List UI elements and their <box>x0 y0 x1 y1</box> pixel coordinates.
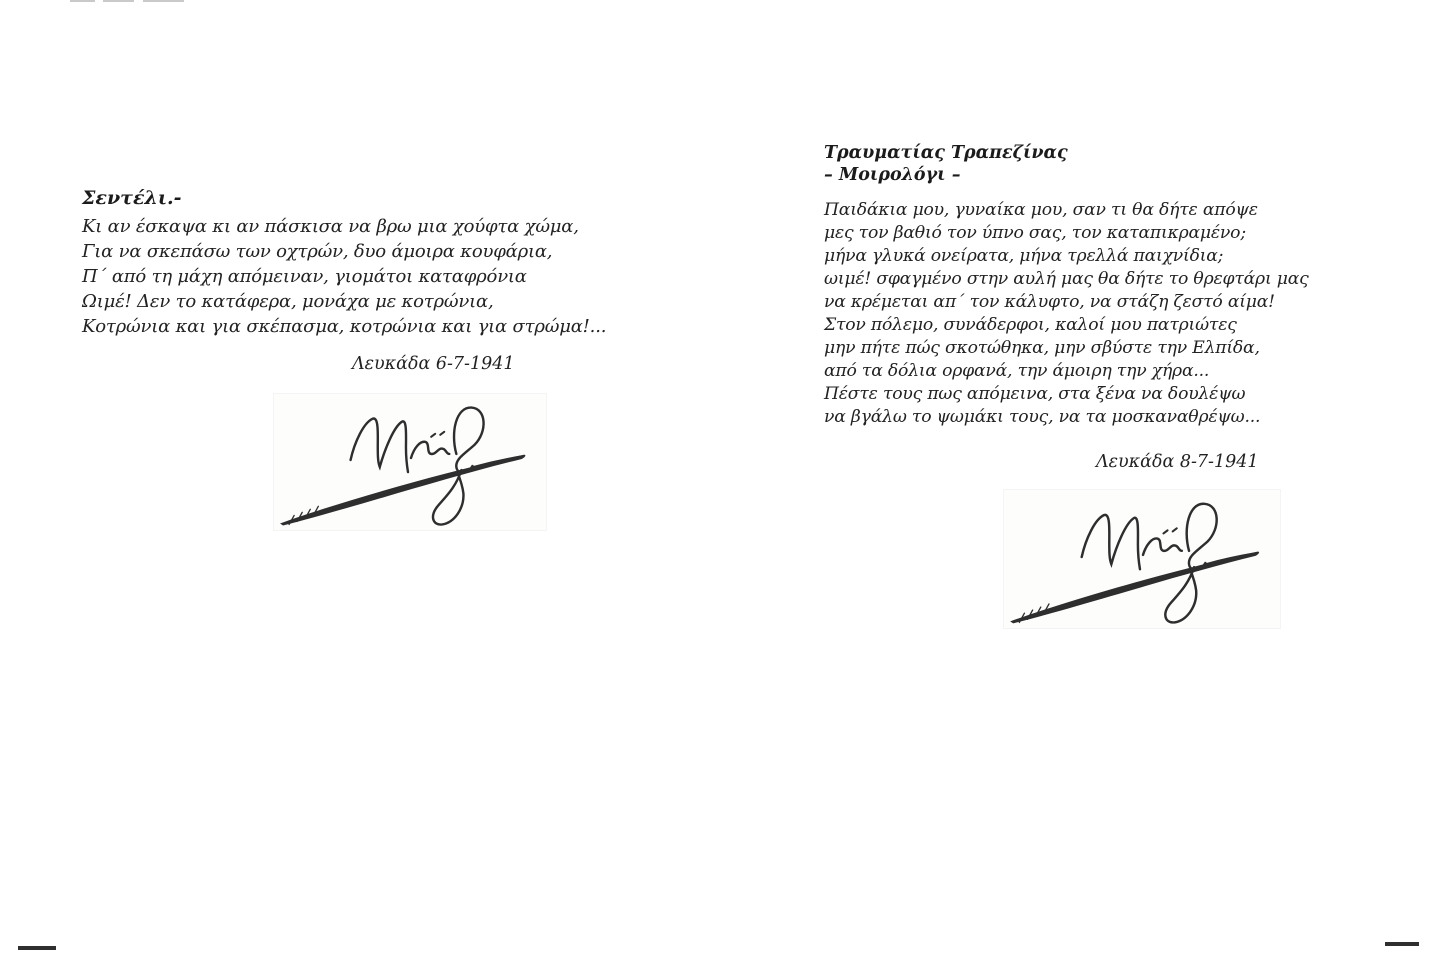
crop-mark <box>1385 942 1419 946</box>
crop-mark-dash <box>103 0 134 2</box>
poem-body <box>824 199 1309 429</box>
poem-line: Κοτρώνια και για σκέπασμα, κοτρώνια και για στρώμα!... <box>82 316 607 337</box>
poem-line: Για να σκεπάσω των οχτρών, δυο άμοιρα κουφάρια, <box>82 241 553 262</box>
poem-title-line2: – Μοιρολόγι – <box>824 165 961 185</box>
poem-body <box>82 214 606 339</box>
poem-line: να κρέμεται απ΄ τον κάλυφτο, να στάζη ζεστό αίμα! <box>824 292 1275 312</box>
poem-line: Κι αν έσκαψα κι αν πάσκισα να βρω μια χούφτα χώμα, <box>82 216 579 237</box>
poem-title-line1: Τραυματίας Τραπεζίνας <box>824 143 1068 163</box>
poem-line: μήνα γλυκά ονείρατα, μήνα τρελλά παιχνίδια; <box>824 246 1224 266</box>
poem-line: μες τον βαθιό τον ύπνο σας, τον καταπικραμένο; <box>824 223 1246 243</box>
poem-line: Ωιμέ! Δεν το κατάφερα, μονάχα με κοτρώνια, <box>82 291 494 312</box>
crop-mark-dash <box>143 0 184 2</box>
poem-line: Π΄ από τη μάχη απόμειναν, γιομάτοι καταφρόνια <box>82 266 527 287</box>
poem-line: Πέστε τους πως απόμεινα, στα ξένα να δουλέψω <box>824 384 1246 404</box>
poem-line: ωιμέ! σφαγμένο στην αυλή μας θα δήτε το θρεφτάρι μας <box>824 269 1309 289</box>
poem-line: από τα δόλια ορφανά, την άμοιρη την χήρα... <box>824 361 1210 381</box>
handwritten-signature-icon <box>1004 490 1280 628</box>
poem-line: να βγάλω το ψωμάκι τους, να τα μοσκαναθρέψω... <box>824 407 1261 427</box>
poem-dateline: Λευκάδα 8-7-1941 <box>1096 452 1259 472</box>
crop-mark-dash <box>70 0 95 2</box>
poem-line: Παιδάκια μου, γυναίκα μου, σαν τι θα δήτε απόψε <box>824 200 1258 220</box>
poem-title <box>824 142 1068 186</box>
poem-line: Στον πόλεμο, συνάδερφοι, καλοί μου πατριώτες <box>824 315 1237 335</box>
crop-mark <box>18 946 56 950</box>
poem-dateline: Λευκάδα 6-7-1941 <box>352 354 515 374</box>
poem-title: Σεντέλι.- <box>82 187 182 209</box>
poem-line: μην πήτε πώς σκοτώθηκα, μην σβύστε την Ελπίδα, <box>824 338 1260 358</box>
handwritten-signature-icon <box>274 394 546 530</box>
